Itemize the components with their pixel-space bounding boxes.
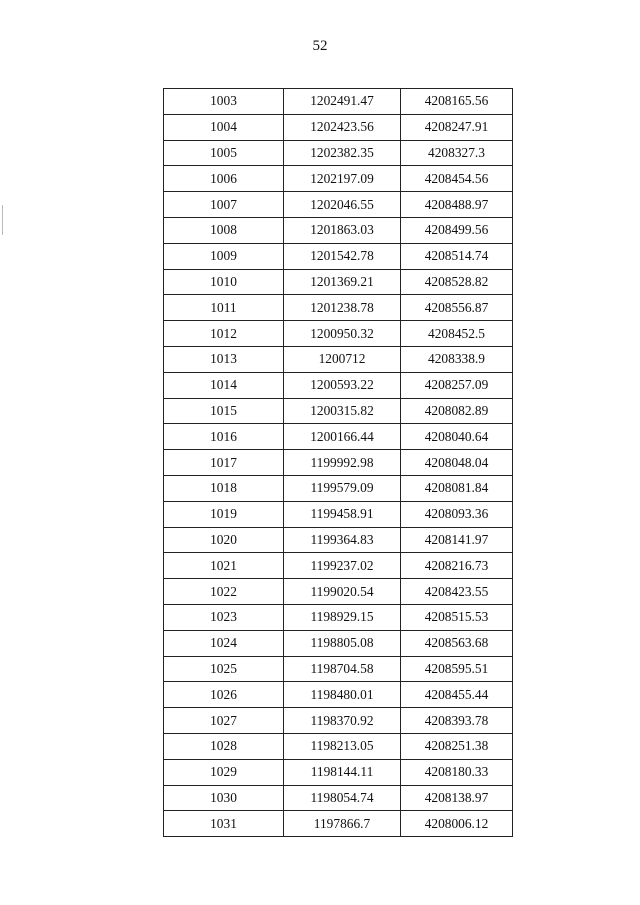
point-id-cell: 1003 bbox=[164, 89, 284, 115]
scan-edge-mark bbox=[2, 205, 3, 235]
table-row bbox=[164, 89, 513, 115]
table-row bbox=[164, 527, 513, 553]
table-row bbox=[164, 346, 513, 372]
y-coordinate-cell: 4208082.89 bbox=[401, 398, 513, 424]
table-row bbox=[164, 656, 513, 682]
y-coordinate-cell: 4208488.97 bbox=[401, 192, 513, 218]
table-row bbox=[164, 321, 513, 347]
x-coordinate-cell: 1200315.82 bbox=[284, 398, 401, 424]
table-row bbox=[164, 372, 513, 398]
table-row bbox=[164, 295, 513, 321]
table-row bbox=[164, 682, 513, 708]
table-row bbox=[164, 217, 513, 243]
point-id-cell: 1013 bbox=[164, 346, 284, 372]
y-coordinate-cell: 4208180.33 bbox=[401, 759, 513, 785]
y-coordinate-cell: 4208327.3 bbox=[401, 140, 513, 166]
x-coordinate-cell: 1200166.44 bbox=[284, 424, 401, 450]
point-id-cell: 1004 bbox=[164, 114, 284, 140]
x-coordinate-cell: 1198144.11 bbox=[284, 759, 401, 785]
y-coordinate-cell: 4208563.68 bbox=[401, 630, 513, 656]
point-id-cell: 1006 bbox=[164, 166, 284, 192]
y-coordinate-cell: 4208257.09 bbox=[401, 372, 513, 398]
coordinates-table-container bbox=[163, 88, 512, 837]
x-coordinate-cell: 1199364.83 bbox=[284, 527, 401, 553]
y-coordinate-cell: 4208515.53 bbox=[401, 604, 513, 630]
y-coordinate-cell: 4208081.84 bbox=[401, 475, 513, 501]
table-row bbox=[164, 811, 513, 837]
point-id-cell: 1016 bbox=[164, 424, 284, 450]
table-row bbox=[164, 708, 513, 734]
point-id-cell: 1020 bbox=[164, 527, 284, 553]
table-row bbox=[164, 269, 513, 295]
point-id-cell: 1014 bbox=[164, 372, 284, 398]
x-coordinate-cell: 1199237.02 bbox=[284, 553, 401, 579]
point-id-cell: 1007 bbox=[164, 192, 284, 218]
point-id-cell: 1017 bbox=[164, 450, 284, 476]
y-coordinate-cell: 4208048.04 bbox=[401, 450, 513, 476]
x-coordinate-cell: 1198929.15 bbox=[284, 604, 401, 630]
table-row bbox=[164, 785, 513, 811]
point-id-cell: 1022 bbox=[164, 579, 284, 605]
point-id-cell: 1025 bbox=[164, 656, 284, 682]
table-row bbox=[164, 192, 513, 218]
x-coordinate-cell: 1198054.74 bbox=[284, 785, 401, 811]
table-row bbox=[164, 733, 513, 759]
x-coordinate-cell: 1201238.78 bbox=[284, 295, 401, 321]
point-id-cell: 1010 bbox=[164, 269, 284, 295]
x-coordinate-cell: 1201542.78 bbox=[284, 243, 401, 269]
point-id-cell: 1030 bbox=[164, 785, 284, 811]
table-row bbox=[164, 630, 513, 656]
y-coordinate-cell: 4208499.56 bbox=[401, 217, 513, 243]
x-coordinate-cell: 1198480.01 bbox=[284, 682, 401, 708]
x-coordinate-cell: 1199992.98 bbox=[284, 450, 401, 476]
y-coordinate-cell: 4208423.55 bbox=[401, 579, 513, 605]
x-coordinate-cell: 1198370.92 bbox=[284, 708, 401, 734]
coordinates-table-body bbox=[164, 89, 513, 837]
table-row bbox=[164, 501, 513, 527]
y-coordinate-cell: 4208454.56 bbox=[401, 166, 513, 192]
x-coordinate-cell: 1198213.05 bbox=[284, 733, 401, 759]
table-row bbox=[164, 604, 513, 630]
point-id-cell: 1031 bbox=[164, 811, 284, 837]
y-coordinate-cell: 4208216.73 bbox=[401, 553, 513, 579]
x-coordinate-cell: 1202491.47 bbox=[284, 89, 401, 115]
x-coordinate-cell: 1199458.91 bbox=[284, 501, 401, 527]
table-row bbox=[164, 553, 513, 579]
x-coordinate-cell: 1202046.55 bbox=[284, 192, 401, 218]
y-coordinate-cell: 4208338.9 bbox=[401, 346, 513, 372]
page-number: 52 bbox=[312, 38, 328, 54]
point-id-cell: 1027 bbox=[164, 708, 284, 734]
point-id-cell: 1005 bbox=[164, 140, 284, 166]
table-row bbox=[164, 475, 513, 501]
x-coordinate-cell: 1200950.32 bbox=[284, 321, 401, 347]
table-row bbox=[164, 450, 513, 476]
point-id-cell: 1011 bbox=[164, 295, 284, 321]
table-row bbox=[164, 243, 513, 269]
point-id-cell: 1008 bbox=[164, 217, 284, 243]
x-coordinate-cell: 1202382.35 bbox=[284, 140, 401, 166]
table-row bbox=[164, 759, 513, 785]
point-id-cell: 1029 bbox=[164, 759, 284, 785]
table-row bbox=[164, 114, 513, 140]
x-coordinate-cell: 1197866.7 bbox=[284, 811, 401, 837]
y-coordinate-cell: 4208595.51 bbox=[401, 656, 513, 682]
y-coordinate-cell: 4208006.12 bbox=[401, 811, 513, 837]
y-coordinate-cell: 4208141.97 bbox=[401, 527, 513, 553]
x-coordinate-cell: 1199579.09 bbox=[284, 475, 401, 501]
y-coordinate-cell: 4208093.36 bbox=[401, 501, 513, 527]
table-row bbox=[164, 166, 513, 192]
point-id-cell: 1009 bbox=[164, 243, 284, 269]
y-coordinate-cell: 4208514.74 bbox=[401, 243, 513, 269]
y-coordinate-cell: 4208528.82 bbox=[401, 269, 513, 295]
point-id-cell: 1024 bbox=[164, 630, 284, 656]
y-coordinate-cell: 4208040.64 bbox=[401, 424, 513, 450]
y-coordinate-cell: 4208251.38 bbox=[401, 733, 513, 759]
y-coordinate-cell: 4208452.5 bbox=[401, 321, 513, 347]
x-coordinate-cell: 1202197.09 bbox=[284, 166, 401, 192]
point-id-cell: 1028 bbox=[164, 733, 284, 759]
point-id-cell: 1026 bbox=[164, 682, 284, 708]
table-row bbox=[164, 398, 513, 424]
x-coordinate-cell: 1201863.03 bbox=[284, 217, 401, 243]
point-id-cell: 1023 bbox=[164, 604, 284, 630]
point-id-cell: 1012 bbox=[164, 321, 284, 347]
y-coordinate-cell: 4208556.87 bbox=[401, 295, 513, 321]
y-coordinate-cell: 4208138.97 bbox=[401, 785, 513, 811]
y-coordinate-cell: 4208455.44 bbox=[401, 682, 513, 708]
point-id-cell: 1019 bbox=[164, 501, 284, 527]
y-coordinate-cell: 4208165.56 bbox=[401, 89, 513, 115]
x-coordinate-cell: 1202423.56 bbox=[284, 114, 401, 140]
point-id-cell: 1021 bbox=[164, 553, 284, 579]
table-row bbox=[164, 579, 513, 605]
table-row bbox=[164, 140, 513, 166]
x-coordinate-cell: 1200712 bbox=[284, 346, 401, 372]
y-coordinate-cell: 4208247.91 bbox=[401, 114, 513, 140]
table-row bbox=[164, 424, 513, 450]
x-coordinate-cell: 1198704.58 bbox=[284, 656, 401, 682]
point-id-cell: 1015 bbox=[164, 398, 284, 424]
x-coordinate-cell: 1198805.08 bbox=[284, 630, 401, 656]
x-coordinate-cell: 1200593.22 bbox=[284, 372, 401, 398]
x-coordinate-cell: 1201369.21 bbox=[284, 269, 401, 295]
x-coordinate-cell: 1199020.54 bbox=[284, 579, 401, 605]
coordinates-table bbox=[163, 88, 513, 837]
point-id-cell: 1018 bbox=[164, 475, 284, 501]
y-coordinate-cell: 4208393.78 bbox=[401, 708, 513, 734]
